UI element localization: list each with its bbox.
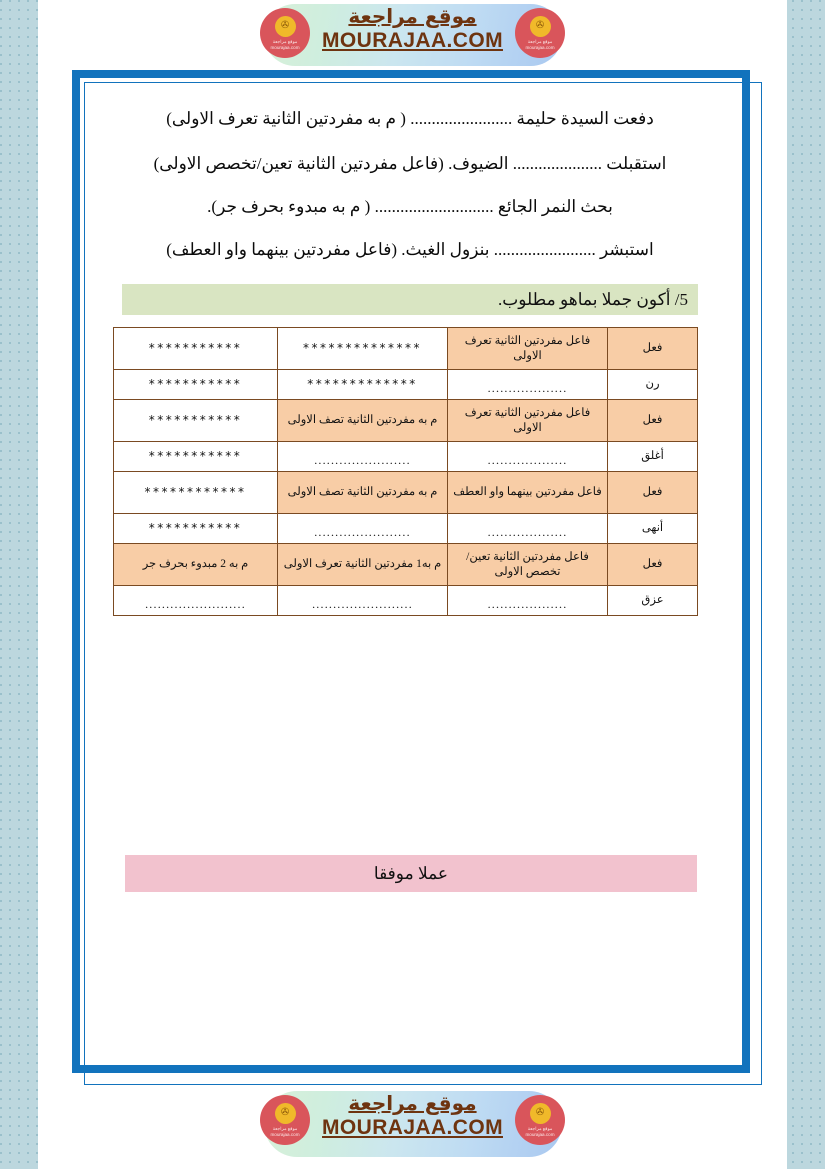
watermark-url-label: MOURAJAA.COM: [322, 28, 503, 52]
section-heading: 5/ أكون جملا بماهو مطلوب.: [122, 284, 698, 315]
cell-col3[interactable]: [448, 442, 608, 472]
dotted-blank: .......................: [314, 525, 411, 539]
cell-col2[interactable]: [278, 328, 448, 370]
cell-verb[interactable]: فعل: [608, 328, 698, 370]
logo-book-icon: ✇: [530, 1103, 551, 1124]
cell-col1[interactable]: [114, 442, 278, 472]
document-content: [100, 110, 720, 616]
watermark-logo-right-icon: [515, 8, 565, 58]
cell-verb[interactable]: فعل: [608, 472, 698, 514]
table-row: [114, 328, 698, 370]
logo-book-icon: ✇: [530, 16, 551, 37]
dotted-blank: ........................: [312, 597, 413, 611]
watermark-footer: [38, 1077, 787, 1169]
cell-col1[interactable]: م به 2 مبدوء بحرف جر: [114, 544, 278, 586]
watermark-url-label: MOURAJAA.COM: [322, 1115, 503, 1139]
cell-col1[interactable]: [114, 370, 278, 400]
exercise-sentence: استبشر ........................ بنزول الغيث. (فاعل مفردتين بينهما واو العطف): [166, 240, 654, 259]
cell-col3[interactable]: [448, 514, 608, 544]
dotted-blank: .......................: [314, 453, 411, 467]
table-row: [114, 544, 698, 586]
cell-col2[interactable]: م به مفردتين الثانية تصف الاولى: [278, 400, 448, 442]
cell-col2[interactable]: [278, 514, 448, 544]
watermark-logo-left-icon: [260, 1095, 310, 1145]
logo-caption-left: [270, 39, 299, 50]
table-body: [114, 328, 698, 616]
logo-caption-ar: موقع مراجعة: [272, 38, 298, 44]
dotted-blank: ...................: [487, 525, 568, 539]
dotted-blank: ...................: [487, 453, 568, 467]
cell-col2[interactable]: [278, 586, 448, 616]
cell-verb[interactable]: عزق: [608, 586, 698, 616]
dotted-blank: ...................: [487, 597, 568, 611]
table-row: [114, 472, 698, 514]
dotted-blank: ...................: [487, 381, 568, 395]
stars-placeholder: ***********: [148, 449, 243, 463]
sentence-construction-table: [113, 327, 698, 616]
cell-verb[interactable]: رن: [608, 370, 698, 400]
logo-caption-url: mourajaa.com: [270, 44, 300, 50]
watermark-arabic-label: موقع مراجعة: [348, 1091, 477, 1115]
cell-col1[interactable]: [114, 514, 278, 544]
stars-placeholder: ***********: [148, 413, 243, 427]
logo-caption-right: [525, 1126, 554, 1137]
cell-col3[interactable]: فاعل مفردتين الثانية تعرف الاولى: [448, 328, 608, 370]
cell-col3[interactable]: فاعل مفردتين الثانية تعين/تخصص الاولى: [448, 544, 608, 586]
table-row: [114, 586, 698, 616]
stars-placeholder: ************: [144, 485, 247, 499]
cell-col2[interactable]: م به1 مفردتين الثانية تعرف الاولى: [278, 544, 448, 586]
cell-col1[interactable]: [114, 472, 278, 514]
logo-caption-url: mourajaa.com: [270, 1131, 300, 1137]
logo-book-icon: ✇: [275, 1103, 296, 1124]
stars-placeholder: ***********: [148, 341, 243, 355]
stars-placeholder: **************: [303, 341, 422, 355]
table-row: [114, 370, 698, 400]
logo-caption-ar: موقع مراجعة: [527, 38, 553, 44]
cell-verb[interactable]: فعل: [608, 544, 698, 586]
cell-col3[interactable]: [448, 586, 608, 616]
table-row: [114, 514, 698, 544]
stars-placeholder: ***********: [148, 521, 243, 535]
cell-col1[interactable]: [114, 328, 278, 370]
cell-verb[interactable]: أنهى: [608, 514, 698, 544]
watermark-header: [38, 0, 787, 72]
cell-col3[interactable]: فاعل مفردتين بينهما واو العطف: [448, 472, 608, 514]
cell-verb[interactable]: أغلق: [608, 442, 698, 472]
table-row: [114, 400, 698, 442]
exercise-sentence: استقبلت ..................... الضيوف. (فاعل مفردتين الثانية تعين/تخصص الاولى): [153, 154, 667, 173]
table-row: [114, 442, 698, 472]
logo-caption-url: mourajaa.com: [525, 44, 555, 50]
cell-col2[interactable]: م به مفردتين الثانية تصف الاولى: [278, 472, 448, 514]
exercise-sentence: بحث النمر الجائع ............................ ( م به مبدوء بحرف جر).: [207, 197, 613, 216]
stars-placeholder: ***********: [148, 377, 243, 391]
logo-book-icon: ✇: [275, 16, 296, 37]
watermark-arabic-label: موقع مراجعة: [348, 4, 477, 28]
cell-col3[interactable]: فاعل مفردتين الثانية تعرف الاولى: [448, 400, 608, 442]
cell-verb[interactable]: فعل: [608, 400, 698, 442]
stars-placeholder: *************: [307, 377, 418, 391]
logo-caption-ar: موقع مراجعة: [527, 1125, 553, 1131]
cell-col2[interactable]: [278, 442, 448, 472]
dotted-blank: ........................: [145, 597, 246, 611]
cell-col1[interactable]: [114, 586, 278, 616]
watermark-logo-right-icon: [515, 1095, 565, 1145]
exercise-sentence: دفعت السيدة حليمة ........................ ( م به مفردتين الثانية تعرف الاولى): [166, 109, 654, 128]
cell-col3[interactable]: [448, 370, 608, 400]
closing-note: عملا موفقا: [125, 855, 697, 892]
logo-caption-ar: موقع مراجعة: [272, 1125, 298, 1131]
logo-caption-right: [525, 39, 554, 50]
logo-caption-url: mourajaa.com: [525, 1131, 555, 1137]
cell-col1[interactable]: [114, 400, 278, 442]
logo-caption-left: [270, 1126, 299, 1137]
watermark-logo-left-icon: [260, 8, 310, 58]
cell-col2[interactable]: [278, 370, 448, 400]
